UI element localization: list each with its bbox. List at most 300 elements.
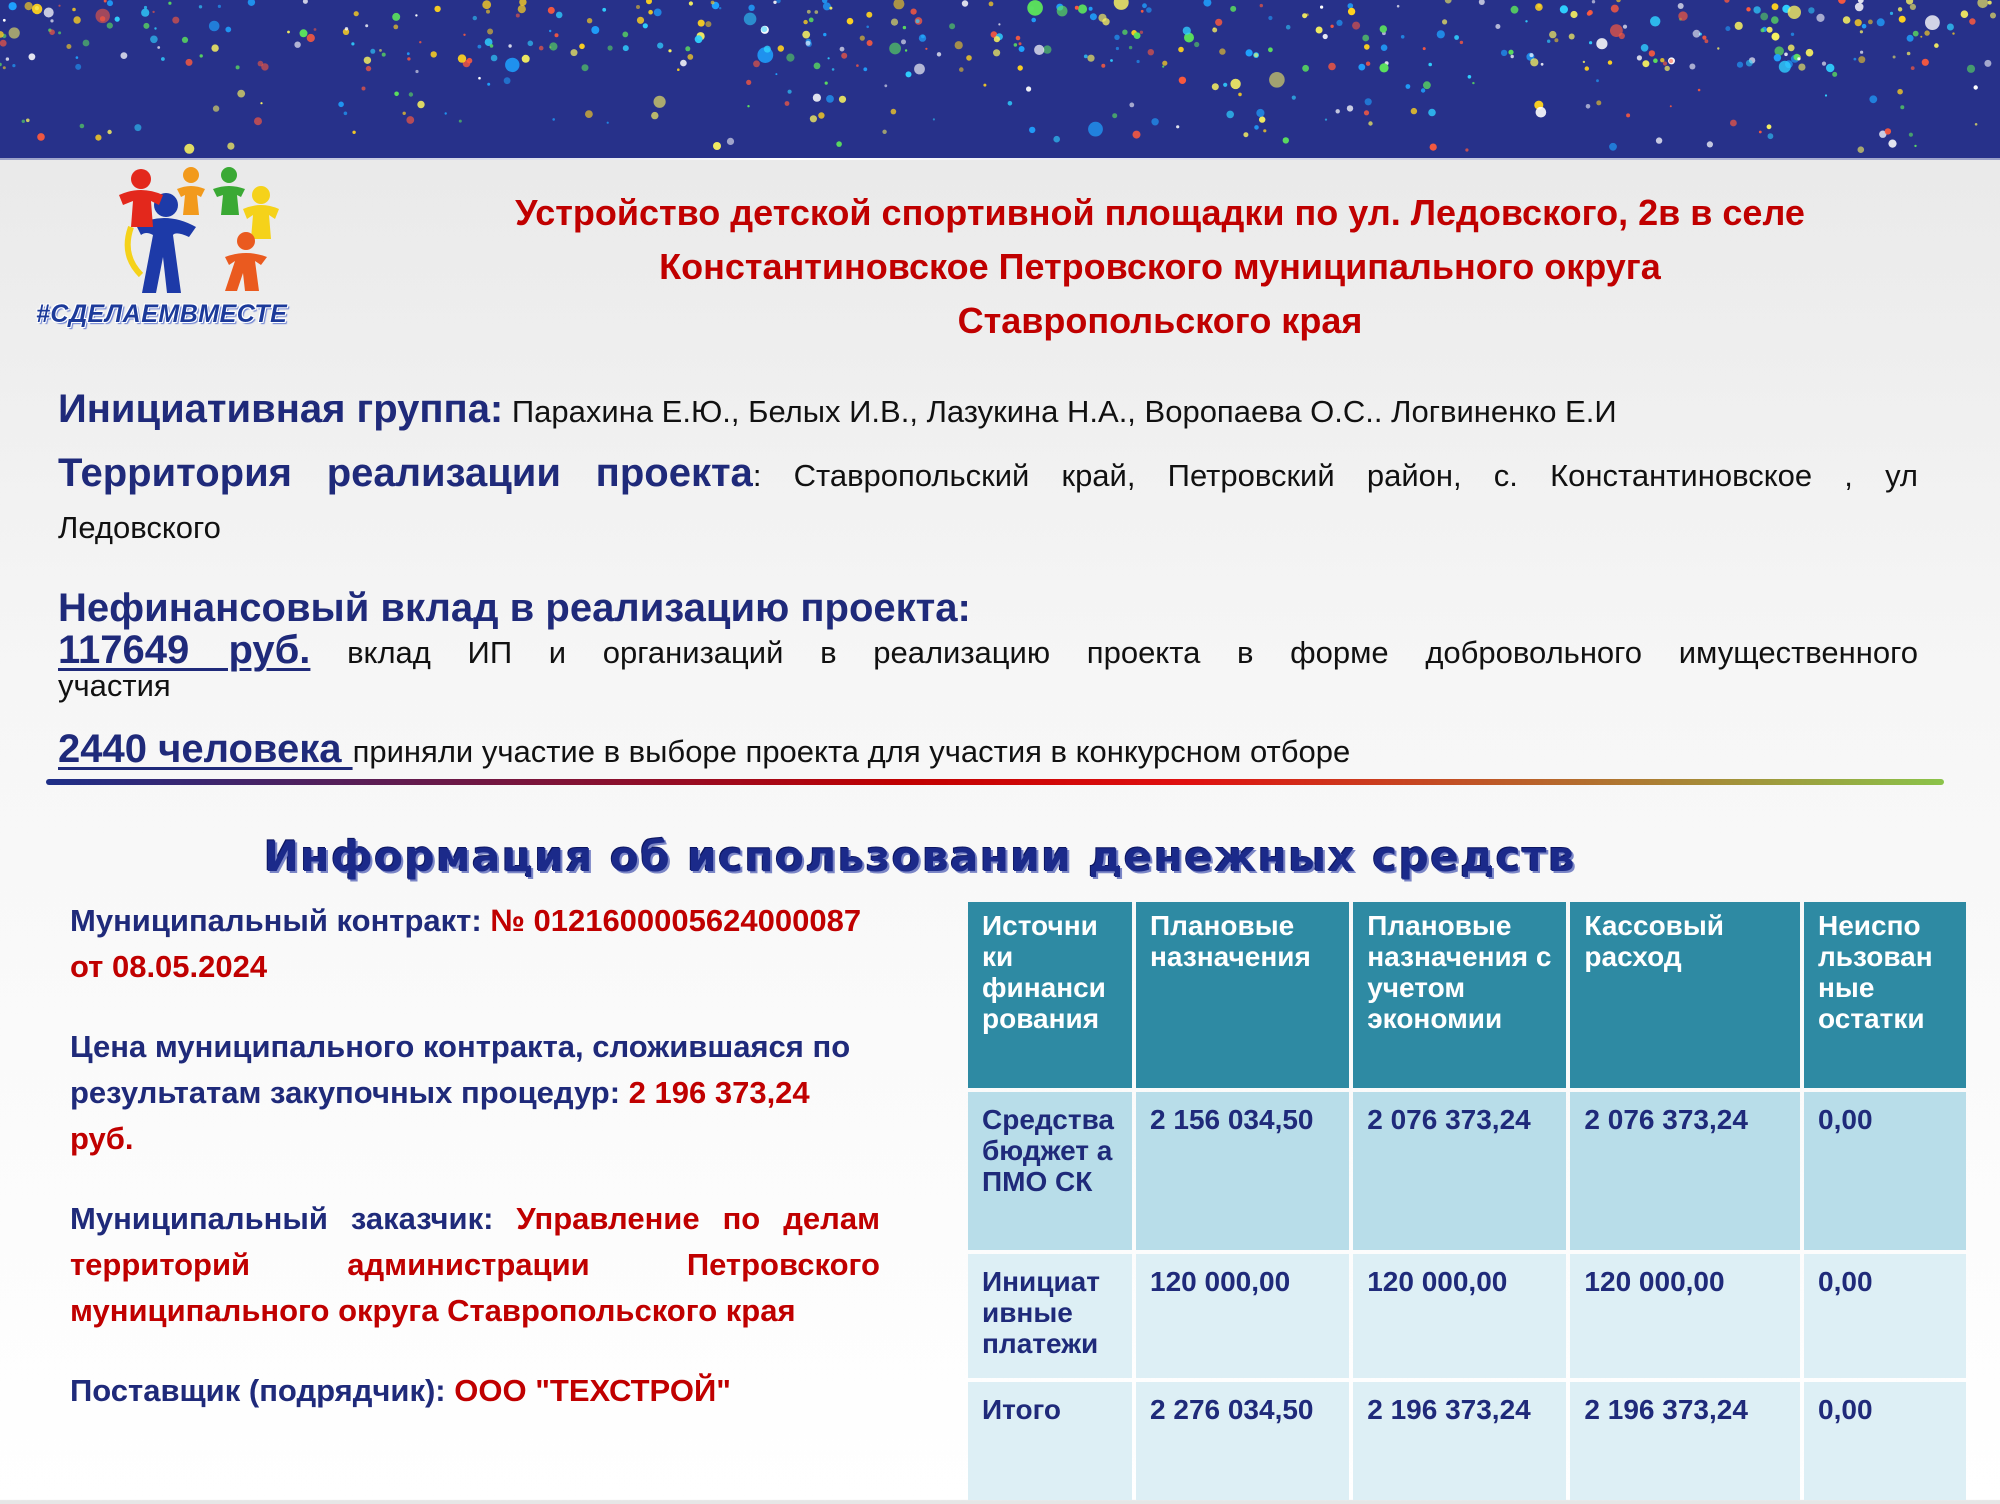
confetti-dot	[107, 23, 113, 29]
confetti-dot	[1623, 25, 1627, 29]
confetti-dot	[1380, 25, 1387, 32]
confetti-dot	[764, 46, 771, 53]
confetti-dot	[260, 102, 262, 104]
confetti-dot	[184, 144, 194, 154]
confetti-dot	[814, 63, 821, 70]
hashtag-label: #СДЕЛАЕМВМЕСТЕ	[36, 300, 288, 328]
confetti-dot	[1868, 20, 1873, 25]
confetti-dot	[1146, 7, 1152, 13]
confetti-dot	[1560, 5, 1568, 13]
confetti-dot	[889, 43, 901, 55]
confetti-dot	[1203, 0, 1211, 7]
confetti-dot	[1724, 0, 1729, 3]
table-cell: 120 000,00	[1353, 1254, 1566, 1378]
participants-row	[58, 723, 1918, 784]
confetti-dot	[1212, 28, 1217, 33]
confetti-dot	[518, 5, 526, 13]
contract-supplier	[70, 1368, 880, 1414]
confetti-dot	[919, 34, 926, 41]
confetti-dot	[370, 49, 375, 54]
confetti-dot	[1445, 0, 1452, 4]
confetti-dot	[1316, 27, 1323, 34]
confetti-dot	[504, 77, 511, 84]
confetti-dot	[1826, 64, 1834, 72]
confetti-dot	[458, 54, 466, 62]
confetti-dot	[832, 68, 835, 71]
confetti-dot	[623, 45, 629, 51]
confetti-dot	[775, 73, 777, 75]
confetti-dot	[393, 25, 398, 30]
confetti-dot	[1583, 61, 1585, 63]
confetti-dot	[556, 12, 563, 19]
confetti-dot	[1609, 143, 1617, 151]
confetti-dot	[1535, 3, 1543, 11]
confetti-dot	[1031, 18, 1036, 23]
confetti-dot	[711, 1, 715, 5]
confetti-dot	[1838, 0, 1846, 4]
confetti-dot	[646, 0, 652, 4]
confetti-dot	[73, 16, 80, 23]
confetti-dot	[1238, 93, 1242, 97]
confetti-dot	[407, 57, 410, 60]
confetti-dot	[1034, 45, 1044, 55]
confetti-dot	[1967, 65, 1975, 73]
confetti-dot	[829, 7, 832, 10]
confetti-dot	[1860, 30, 1863, 33]
confetti-dot	[825, 82, 828, 85]
confetti-dot	[72, 8, 76, 12]
confetti-dot	[1669, 59, 1673, 63]
confetti-dot	[983, 84, 986, 87]
confetti-dot	[1990, 13, 1996, 19]
confetti-dot	[431, 51, 437, 57]
confetti-dot	[1730, 120, 1737, 127]
table-cell: 0,00	[1804, 1092, 1966, 1250]
confetti-dot	[9, 27, 20, 38]
confetti-dot	[636, 5, 640, 9]
confetti-dot	[1114, 0, 1129, 10]
confetti-dot	[555, 33, 559, 37]
confetti-dot	[1588, 10, 1593, 15]
confetti-dot	[809, 18, 814, 23]
confetti-dot	[445, 112, 447, 114]
confetti-dot	[818, 112, 824, 118]
confetti-dot	[993, 49, 1000, 56]
confetti-dot	[1822, 62, 1826, 66]
confetti-dot	[1984, 60, 1991, 67]
confetti-dot	[1053, 136, 1060, 143]
confetti-dot	[478, 45, 482, 49]
confetti-dot	[49, 29, 55, 35]
confetti-dot	[788, 90, 792, 94]
table-cell: 2 076 373,24	[1353, 1092, 1566, 1250]
confetti-dot	[1259, 116, 1265, 122]
confetti-dot	[1774, 54, 1781, 61]
confetti-dot	[1858, 56, 1865, 63]
confetti-dot	[962, 0, 968, 6]
confetti-dot	[687, 54, 693, 60]
confetti-dot	[695, 35, 703, 43]
confetti-dot	[1368, 121, 1372, 125]
confetti-dot	[1885, 128, 1891, 134]
confetti-dot	[44, 8, 54, 18]
confetti-dot	[803, 20, 807, 24]
confetti-dot	[1910, 4, 1916, 10]
confetti-dot	[58, 5, 60, 7]
confetti-dot	[29, 53, 36, 60]
confetti-dot	[287, 31, 290, 34]
confetti-dot	[587, 18, 592, 23]
people-figures-icon	[111, 165, 311, 295]
confetti-dot	[1019, 46, 1025, 52]
confetti-dot	[1122, 30, 1127, 35]
table-header-planned-savings: Плановые назначения с учетом экономии	[1353, 902, 1566, 1088]
confetti-dot	[1508, 50, 1513, 55]
confetti-dot	[1084, 55, 1088, 59]
confetti-dot	[1365, 98, 1372, 105]
confetti-dot	[1442, 19, 1447, 24]
confetti-dot	[828, 57, 830, 59]
confetti-dot	[806, 41, 811, 46]
confetti-dot	[813, 94, 821, 102]
confetti-dot	[22, 120, 25, 123]
confetti-dot	[1585, 66, 1589, 70]
confetti-dot	[463, 34, 465, 36]
confetti-dot	[841, 53, 847, 59]
confetti-dot	[1610, 24, 1623, 37]
confetti-dot	[582, 64, 589, 71]
confetti-dot	[409, 92, 413, 96]
table-row	[968, 1092, 1966, 1250]
confetti-dot	[705, 21, 711, 27]
confetti-dot	[823, 33, 826, 36]
confetti-dot	[1717, 47, 1719, 49]
confetti-dot	[344, 112, 348, 116]
confetti-dot	[1570, 11, 1577, 18]
confetti-dot	[994, 36, 1000, 42]
confetti-dot	[1596, 100, 1601, 105]
table-cell: 2 156 034,50	[1136, 1092, 1349, 1250]
confetti-dot	[1924, 30, 1929, 35]
confetti-dot	[1511, 55, 1514, 58]
confetti-dot	[1460, 41, 1463, 44]
confetti-dot	[75, 64, 81, 70]
confetti-dot	[1798, 64, 1805, 71]
confetti-dot	[901, 39, 906, 44]
confetti-dot	[1421, 88, 1425, 92]
table-row	[968, 1254, 1966, 1378]
confetti-dot	[1088, 122, 1103, 137]
confetti-dot	[1693, 30, 1701, 38]
confetti-dot	[1112, 113, 1117, 118]
confetti-dot	[1148, 49, 1154, 55]
confetti-dot	[152, 11, 154, 13]
confetti-dot	[254, 117, 262, 125]
confetti-dot	[1348, 8, 1355, 15]
contract-price	[70, 1024, 880, 1162]
confetti-dot	[998, 23, 1000, 25]
confetti-dot	[1650, 16, 1660, 26]
confetti-dot	[1129, 103, 1134, 108]
confetti-dot	[1569, 34, 1575, 40]
confetti-dot	[1637, 55, 1642, 60]
confetti-dot	[1397, 5, 1400, 8]
confetti-dot	[1134, 32, 1141, 39]
confetti-dot	[1855, 19, 1862, 26]
confetti-dot	[891, 109, 897, 115]
table-cell: 0,00	[1804, 1254, 1966, 1378]
confetti-dot	[1660, 58, 1664, 62]
confetti-dot	[1832, 72, 1837, 77]
confetti-dot	[261, 63, 268, 70]
confetti-dot	[1642, 60, 1649, 67]
confetti-dot	[345, 27, 348, 30]
confetti-dot	[104, 0, 107, 3]
confetti-dot	[248, 0, 255, 6]
confetti-dot	[1263, 129, 1266, 132]
confetti-dot	[1768, 133, 1774, 139]
confetti-dot	[1806, 49, 1814, 57]
confetti-dot	[1230, 6, 1236, 12]
territory-label: Территория реализации проекта	[58, 451, 753, 495]
confetti-dot	[1465, 148, 1468, 151]
confetti-dot	[867, 40, 873, 46]
confetti-dot	[847, 18, 854, 25]
confetti-dot	[218, 5, 221, 8]
confetti-dot	[1771, 16, 1779, 24]
confetti-dot	[753, 60, 760, 67]
confetti-dot	[1705, 39, 1709, 43]
confetti-dot	[1110, 59, 1113, 62]
confetti-dot	[406, 116, 414, 124]
confetti-dot	[505, 58, 519, 72]
confetti-dot	[906, 71, 912, 77]
confetti-dot	[1586, 104, 1591, 109]
confetti-dot	[1381, 44, 1388, 51]
contract-supplier-value: ООО "ТЕХСТРОЙ"	[454, 1373, 731, 1408]
table-row	[968, 1382, 1966, 1500]
confetti-dot	[815, 10, 819, 14]
confetti-dot	[1877, 18, 1885, 26]
confetti-dot	[1468, 75, 1472, 79]
confetti-dot	[823, 2, 831, 10]
confetti-dot	[1554, 38, 1558, 42]
contract-number	[70, 898, 880, 990]
confetti-dot	[1140, 31, 1143, 34]
confetti-dot	[1472, 82, 1474, 84]
confetti-dot	[1689, 64, 1695, 70]
contract-customer-value: Управление по делам территорий администрации Петровского муниципального округа Ставропольского края	[70, 1201, 880, 1328]
confetti-dot	[1907, 52, 1911, 56]
confetti-dot	[1934, 43, 1939, 48]
confetti-dot	[1179, 77, 1186, 84]
confetti-dot	[415, 70, 418, 73]
confetti-dot	[1767, 27, 1773, 33]
confetti-dot	[1129, 46, 1132, 49]
confetti-dot	[746, 80, 751, 85]
confetti-dot	[1653, 58, 1658, 63]
confetti-dot	[3, 66, 6, 69]
confetti-dot	[1897, 89, 1903, 95]
confetti-dot	[172, 17, 179, 24]
confetti-dot	[1665, 66, 1670, 71]
confetti-dot	[866, 12, 872, 18]
confetti-dot	[1772, 3, 1779, 10]
confetti-dot	[1678, 3, 1684, 9]
confetti-dot	[200, 54, 203, 57]
confetti-dot	[905, 49, 907, 51]
top-banner	[0, 0, 2000, 160]
confetti-dot	[549, 30, 551, 32]
confetti-dot	[949, 23, 955, 29]
confetti-dot	[1596, 38, 1607, 49]
confetti-dot	[3, 19, 6, 22]
confetti-dot	[1501, 50, 1507, 56]
confetti-dot	[585, 110, 593, 118]
confetti-dot	[1656, 137, 1662, 143]
confetti-dot	[1988, 1, 1992, 5]
confetti-dot	[403, 112, 406, 115]
confetti-dot	[96, 9, 110, 23]
confetti-dot	[519, 0, 526, 6]
confetti-dot	[719, 7, 721, 9]
confetti-dot	[1779, 61, 1791, 73]
confetti-dot	[836, 141, 842, 147]
confetti-dot	[1423, 81, 1431, 89]
confetti-dot	[1364, 44, 1370, 50]
confetti-dot	[571, 49, 578, 56]
confetti-dot	[1116, 47, 1119, 50]
table-cell: 120 000,00	[1570, 1254, 1800, 1378]
confetti-dot	[419, 41, 421, 43]
confetti-dot	[866, 26, 869, 29]
confetti-dot	[1616, 0, 1621, 2]
confetti-dot	[1352, 22, 1360, 30]
confetti-dot	[365, 24, 368, 27]
confetti-dot	[1737, 62, 1743, 68]
confetti-dot	[1162, 66, 1164, 68]
territory-value: : Ставропольский край, Петровский район, с. Константиновское , ул	[752, 458, 1919, 493]
confetti-dot	[680, 60, 687, 67]
confetti-dot	[856, 64, 859, 67]
confetti-dot	[211, 44, 218, 51]
initiative-group-value: Парахина Е.Ю., Белых И.В., Лазукина Н.А., Воропаева О.С.. Логвиненко Е.И	[503, 394, 1617, 429]
confetti-dot	[608, 45, 613, 50]
confetti-dot	[473, 16, 477, 20]
confetti-dot	[785, 101, 790, 106]
confetti-dot	[1649, 50, 1655, 56]
confetti-dot	[884, 84, 887, 87]
confetti-dot	[1268, 47, 1273, 52]
confetti-dot	[1858, 146, 1865, 153]
confetti-dot	[107, 130, 111, 134]
confetti-dot	[1888, 140, 1896, 148]
confetti-dot	[379, 49, 382, 52]
confetti-dot	[144, 6, 147, 9]
confetti-dot	[933, 118, 935, 120]
confetti-dot	[1788, 6, 1801, 19]
confetti-dot	[1797, 57, 1800, 60]
confetti-dot	[1678, 11, 1687, 20]
confetti-dot	[1176, 125, 1179, 128]
confetti-dot	[516, 14, 520, 18]
confetti-dot	[1401, 35, 1405, 39]
confetti-dot	[1018, 65, 1023, 70]
confetti-dot	[154, 27, 156, 29]
table-header-planned: Плановые назначения	[1136, 902, 1349, 1088]
confetti-dot	[802, 31, 810, 39]
confetti-dot	[1087, 55, 1094, 62]
confetti-dot	[1194, 42, 1199, 47]
confetti-dot	[1212, 83, 1219, 90]
confetti-dot	[882, 130, 886, 134]
confetti-dot	[58, 31, 61, 34]
confetti-dot	[354, 11, 359, 16]
confetti-dot	[76, 56, 79, 59]
confetti-dot	[80, 124, 85, 129]
confetti-dot	[1219, 48, 1225, 54]
confetti-dot	[1358, 64, 1365, 71]
confetti-dot	[685, 46, 690, 51]
participants-count: 2440 человека	[58, 727, 353, 771]
confetti-dot	[35, 6, 39, 10]
confetti-dot	[1753, 6, 1760, 13]
confetti-dot	[394, 92, 399, 97]
contract-number-value: № 0121600005624000087 от 08.05.2024	[70, 903, 862, 984]
confetti-dot	[840, 47, 845, 52]
confetti-dot	[863, 67, 867, 71]
confetti-dot	[1746, 7, 1750, 11]
page-title	[420, 186, 1900, 348]
confetti-dot	[362, 87, 366, 91]
confetti-dot	[1428, 63, 1432, 67]
confetti-dot	[1230, 79, 1240, 89]
confetti-dot	[1589, 41, 1592, 44]
confetti-dot	[937, 52, 941, 56]
confetti-dot	[1269, 72, 1285, 88]
confetti-dot	[1746, 60, 1753, 67]
confetti-dot	[1454, 35, 1459, 40]
confetti-dot	[1362, 35, 1369, 42]
confetti-dot	[115, 17, 120, 22]
confetti-dot	[1336, 20, 1342, 26]
confetti-dot	[1611, 5, 1619, 13]
confetti-dot	[1162, 61, 1167, 66]
confetti-dot	[186, 59, 193, 66]
confetti-dot	[1364, 110, 1369, 115]
confetti-dot	[382, 53, 386, 57]
contract-price-value: 2 196 373,24 руб.	[70, 1075, 810, 1156]
confetti-dot	[487, 83, 490, 86]
confetti-dot	[1254, 53, 1258, 57]
confetti-dot	[199, 5, 202, 8]
finance-table	[964, 898, 1970, 1504]
table-cell: 2 196 373,24	[1353, 1382, 1566, 1500]
table-header-cash-expense: Кассовый расход	[1570, 902, 1800, 1088]
nonfinancial-contribution-label: Нефинансовый вклад в реализацию проекта:	[58, 586, 971, 630]
confetti-dot	[591, 26, 599, 34]
confetti-dot	[1019, 42, 1022, 45]
confetti-dot	[482, 0, 491, 9]
confetti-dot	[1078, 4, 1087, 13]
title-line-1: Устройство детской спортивной площадки по ул. Ледовского, 2в в селе	[515, 192, 1805, 233]
confetti-dot	[1268, 16, 1272, 20]
confetti-dot	[1952, 32, 1954, 34]
confetti-dot	[1626, 113, 1630, 117]
gradient-divider	[46, 779, 1944, 785]
confetti-dot	[1767, 124, 1772, 129]
confetti-dot	[225, 27, 231, 33]
